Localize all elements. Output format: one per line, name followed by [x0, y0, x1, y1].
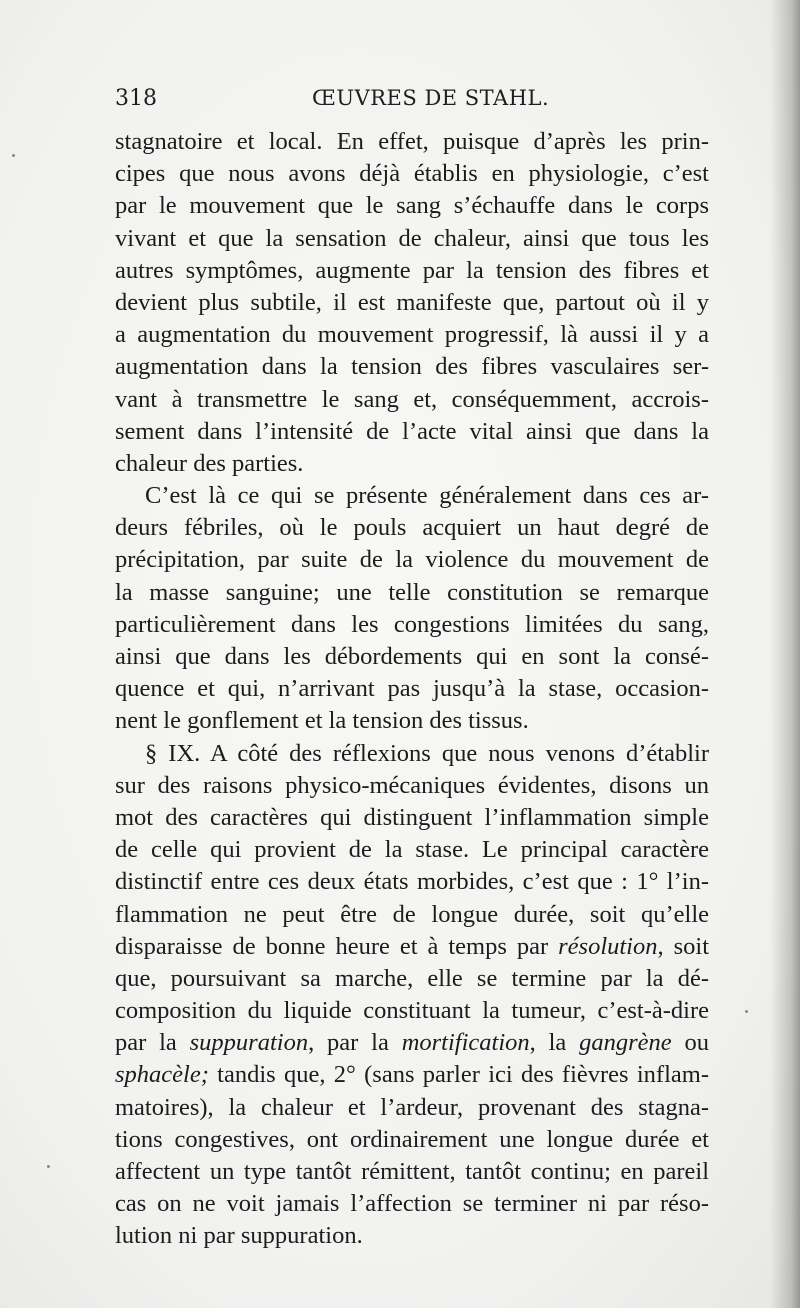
text-line — [115, 351, 709, 383]
text-line — [115, 866, 709, 898]
text-run: deurs fébriles, où le pouls acquiert un haut degré de — [115, 514, 709, 542]
text-run: lution ni par suppuration. — [115, 1222, 363, 1250]
text-line — [115, 899, 709, 931]
text-run: vant à transmettre le sang et, conséquemment, accrois- — [115, 385, 709, 413]
body-text — [115, 126, 709, 1253]
text-run: affectent un type tantôt rémittent, tantôt continu; en pareil — [115, 1158, 709, 1185]
page-number: 318 — [115, 86, 157, 111]
running-title: ŒUVRES DE STAHL. — [312, 86, 550, 110]
text-run: distinctif entre ces deux états morbides, c’est que : 1° l’in- — [115, 868, 709, 896]
text-line — [115, 738, 709, 770]
text-run: , la — [529, 1029, 580, 1057]
text-line — [115, 287, 709, 319]
text-line — [115, 512, 709, 544]
text-run: la masse sanguine; une telle constitution se remarque — [115, 578, 709, 606]
italic-term: sphacèle; — [115, 1061, 209, 1089]
text-run: cipes que nous avons déjà établis en physiologie, c’est — [115, 160, 709, 188]
text-run: de celle qui provient de la stase. Le principal caractère — [115, 836, 709, 864]
text-run: a augmentation du mouvement progressif, là aussi il y a — [115, 321, 709, 349]
page-edge-shadow — [770, 0, 800, 1308]
italic-term: suppuration — [189, 1029, 309, 1057]
text-line — [115, 641, 709, 673]
text-line — [115, 416, 709, 448]
text-line — [115, 1188, 709, 1220]
text-run: § IX. A côté des réflexions que nous venons d’établir — [145, 739, 709, 767]
text-run: sement dans l’intensité de l’acte vital ainsi que dans la — [115, 417, 709, 445]
text-run: que, poursuivant sa marche, elle se termine par la dé- — [115, 964, 709, 992]
italic-term: gangrène — [579, 1029, 672, 1057]
text-line — [115, 126, 709, 158]
text-run: nent le gonflement et la tension des tissus. — [115, 707, 529, 735]
text-run: , soit — [657, 932, 710, 960]
text-line — [115, 1027, 709, 1059]
text-run: stagnatoire et local. En effet, puisque d’après les prin- — [115, 128, 709, 155]
text-line — [115, 1156, 709, 1188]
text-line — [115, 1092, 709, 1124]
text-run: disparaisse de bonne heure et à temps par — [115, 932, 559, 960]
text-line — [115, 802, 709, 834]
paper-speck — [12, 154, 15, 157]
text-run: précipitation, par suite de la violence du mouvement de — [115, 546, 709, 574]
text-run: matoires), la chaleur et l’ardeur, provenant des stagna- — [115, 1093, 709, 1121]
text-line — [115, 770, 709, 802]
text-line — [115, 609, 709, 641]
text-run: flammation ne peut être de longue durée, soit qu’elle — [115, 900, 709, 928]
text-run: cas on ne voit jamais l’affection se terminer ni par réso- — [115, 1190, 709, 1218]
text-line — [115, 931, 709, 963]
text-line — [115, 384, 709, 416]
text-line — [115, 448, 709, 480]
text-run: mot des caractères qui distinguent l’inflammation simple — [115, 803, 709, 831]
text-line — [115, 577, 709, 609]
page-header — [115, 86, 715, 120]
text-line — [115, 834, 709, 866]
text-line — [115, 963, 709, 995]
text-run: composition du liquide constituant la tumeur, c’est-à-dire — [115, 997, 709, 1025]
paper-speck — [745, 1010, 748, 1013]
text-line — [115, 673, 709, 705]
paper-speck — [47, 1165, 50, 1168]
italic-term: résolution — [558, 932, 658, 960]
text-run: par la — [115, 1029, 190, 1057]
text-line — [115, 1059, 709, 1091]
text-line — [115, 1124, 709, 1156]
text-run: tions congestives, ont ordinairement une longue durée et — [115, 1125, 709, 1153]
text-run: particulièrement dans les congestions limitées du sang, — [115, 610, 709, 638]
text-run: augmentation dans la tension des fibres vasculaires ser- — [115, 353, 709, 381]
text-line — [115, 190, 709, 222]
text-run: chaleur des parties. — [115, 449, 304, 477]
text-run: ainsi que dans les débordements qui en sont la consé- — [115, 643, 709, 670]
text-line — [115, 544, 709, 576]
text-run: autres symptômes, augmente par la tension des fibres et — [115, 256, 709, 284]
text-run: tandis que, 2° (sans parler ici des fièvres inflam- — [208, 1061, 709, 1089]
text-line — [115, 158, 709, 190]
text-run: quence et qui, n’arrivant pas jusqu’à la stase, occasion- — [115, 675, 709, 703]
italic-term: mortification — [401, 1029, 530, 1057]
text-line — [115, 223, 709, 255]
text-run: sur des raisons physico-mécaniques évidentes, disons un — [115, 771, 709, 799]
text-run: C’est là ce qui se présente généralement dans ces ar- — [145, 482, 709, 510]
text-run: devient plus subtile, il est manifeste que, partout où il y — [115, 288, 709, 316]
text-line — [115, 1220, 709, 1252]
text-run: , par la — [308, 1029, 402, 1057]
text-line — [115, 480, 709, 512]
text-run: ou — [671, 1029, 710, 1057]
text-run: vivant et que la sensation de chaleur, ainsi que tous les — [115, 224, 709, 252]
text-line — [115, 255, 709, 287]
text-run: par le mouvement que le sang s’échauffe dans le corps — [115, 192, 709, 220]
text-line — [115, 995, 709, 1027]
text-line — [115, 319, 709, 351]
text-line — [115, 705, 709, 737]
